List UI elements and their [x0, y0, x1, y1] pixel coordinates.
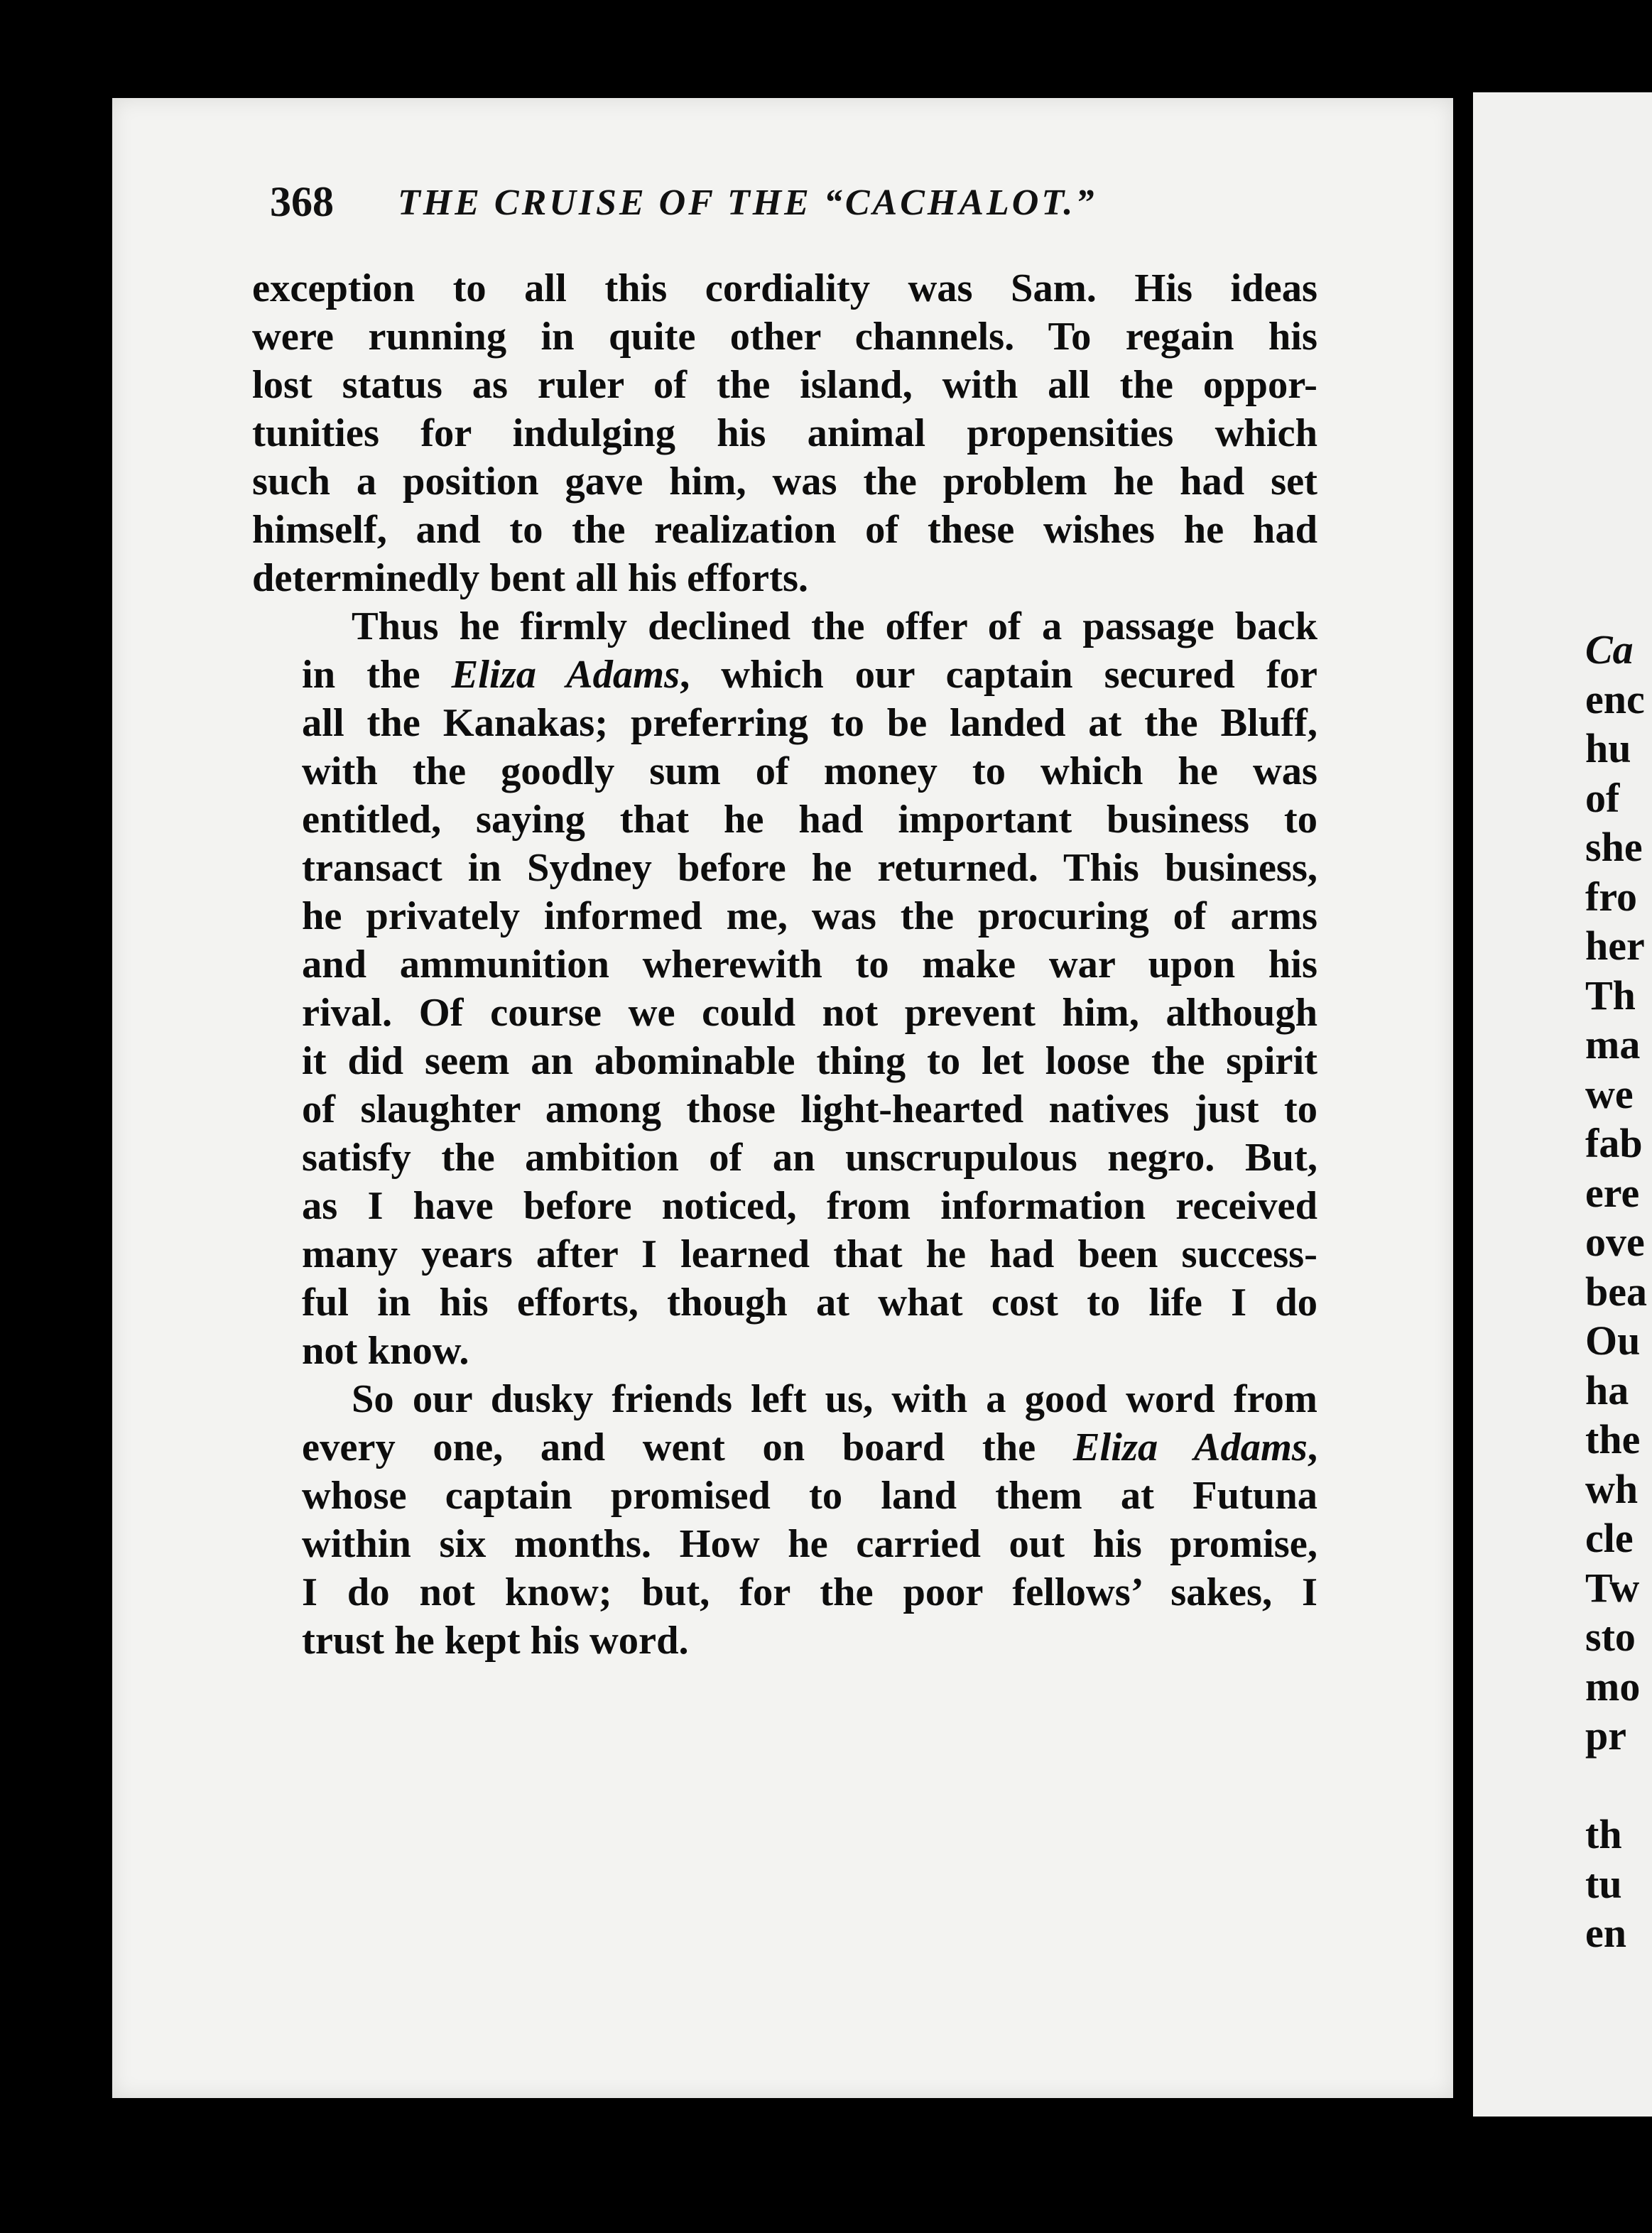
- right-page-fragment: ove: [1585, 1219, 1645, 1265]
- text-line: trust he kept his word.: [302, 1619, 689, 1663]
- right-page-fragment: enc: [1585, 675, 1645, 722]
- right-page-fragment: th: [1585, 1811, 1622, 1857]
- text-line: ful in his efforts, though at what cost to life I do: [302, 1281, 1317, 1325]
- right-page-fragment: fab: [1585, 1120, 1643, 1166]
- page-header: [270, 178, 1335, 241]
- text-line: satisfy the ambition of an unscrupulous negro. But,: [302, 1136, 1317, 1180]
- right-page-text-fragments: [1585, 625, 1652, 1958]
- text-line: within six months. How he carried out his promise,: [302, 1522, 1317, 1566]
- text-line: determinedly bent all his efforts.: [252, 556, 809, 600]
- text-line: it did seem an abominable thing to let loose the spirit: [302, 1039, 1317, 1083]
- right-page-fragment: ere: [1585, 1169, 1640, 1216]
- ship-name: Eliza Adams: [1072, 1425, 1308, 1469]
- right-page-fragment: hu: [1585, 725, 1631, 771]
- text-line: transact in Sydney before he returned. This business,: [302, 846, 1317, 890]
- text-line: So our dusky friends left us, with a good word from: [352, 1377, 1317, 1421]
- right-page-fragment: of: [1585, 774, 1620, 821]
- text-line: all the Kanakas; preferring to be landed at the Bluff,: [302, 701, 1317, 745]
- right-page-fragment: en: [1585, 1910, 1626, 1956]
- text-line: as I have before noticed, from information received: [302, 1184, 1317, 1228]
- text-line: exception to all this cordiality was Sam. His ideas: [252, 266, 1317, 310]
- right-page-fragment: sto: [1585, 1614, 1636, 1660]
- right-page-fragment: fro: [1585, 873, 1638, 920]
- text-line: every one, and went on board the Eliza Adams,: [302, 1425, 1318, 1469]
- text-line: lost status as ruler of the island, with all the oppor-: [252, 363, 1317, 407]
- right-page-fragment: Ca: [1585, 626, 1634, 673]
- right-page-fragment: tu: [1585, 1860, 1622, 1907]
- right-page-fragment: bea: [1585, 1268, 1647, 1315]
- right-page-fragment: Th: [1585, 972, 1636, 1018]
- page-number: 368: [270, 178, 334, 225]
- book-gutter: [1453, 99, 1473, 2088]
- text-line: I do not know; but, for the poor fellows’ sakes, I: [302, 1570, 1317, 1614]
- right-page-fragment: [1585, 1761, 1652, 1810]
- text-line: and ammunition wherewith to make war upon his: [302, 942, 1317, 987]
- ship-name: Eliza Adams: [451, 653, 680, 697]
- paragraph: [252, 1375, 1317, 1665]
- text-line: many years after I learned that he had been success-: [302, 1232, 1317, 1276]
- right-page-fragment: Ou: [1585, 1317, 1641, 1364]
- right-page-fragment: ha: [1585, 1367, 1629, 1413]
- text-line: himself, and to the realization of these wishes he had: [252, 508, 1317, 552]
- right-page-fragment: the: [1585, 1416, 1641, 1462]
- text-line: rival. Of course we could not prevent him, although: [302, 991, 1317, 1035]
- right-page-fragment: pr: [1585, 1712, 1626, 1759]
- text-line: with the goodly sum of money to which he was: [302, 749, 1317, 793]
- text-line: whose captain promised to land them at Futuna: [302, 1474, 1317, 1518]
- right-page-fragment: we: [1585, 1070, 1634, 1117]
- right-page-fragment: Tw: [1585, 1564, 1640, 1611]
- right-page-fragment: she: [1585, 824, 1643, 870]
- running-title: THE CRUISE OF THE “CACHALOT.”: [398, 183, 1097, 223]
- text-line: such a position gave him, was the problem he had set: [252, 460, 1317, 504]
- text-line: of slaughter among those light-hearted natives just to: [302, 1087, 1317, 1131]
- text-line: he privately informed me, was the procuring of arms: [302, 894, 1317, 938]
- text-line: tunities for indulging his animal propensities which: [252, 411, 1317, 455]
- right-page-fragment: cle: [1585, 1515, 1634, 1561]
- text-line: in the Eliza Adams, which our captain secured for: [302, 653, 1317, 697]
- scan-border-top: [0, 0, 1652, 92]
- text-line: not know.: [302, 1329, 469, 1373]
- text-line: Thus he firmly declined the offer of a passage back: [352, 604, 1317, 648]
- right-page-fragment: her: [1585, 923, 1645, 969]
- right-page-fragment: wh: [1585, 1465, 1639, 1512]
- right-page-fragment: ma: [1585, 1021, 1641, 1067]
- paragraph: [252, 264, 1317, 602]
- right-page-fragment: mo: [1585, 1663, 1641, 1710]
- body-text: [252, 264, 1317, 1665]
- text-line: entitled, saying that he had important business to: [302, 798, 1317, 842]
- text-line: were running in quite other channels. To regain his: [252, 315, 1317, 359]
- paragraph: [252, 602, 1317, 1375]
